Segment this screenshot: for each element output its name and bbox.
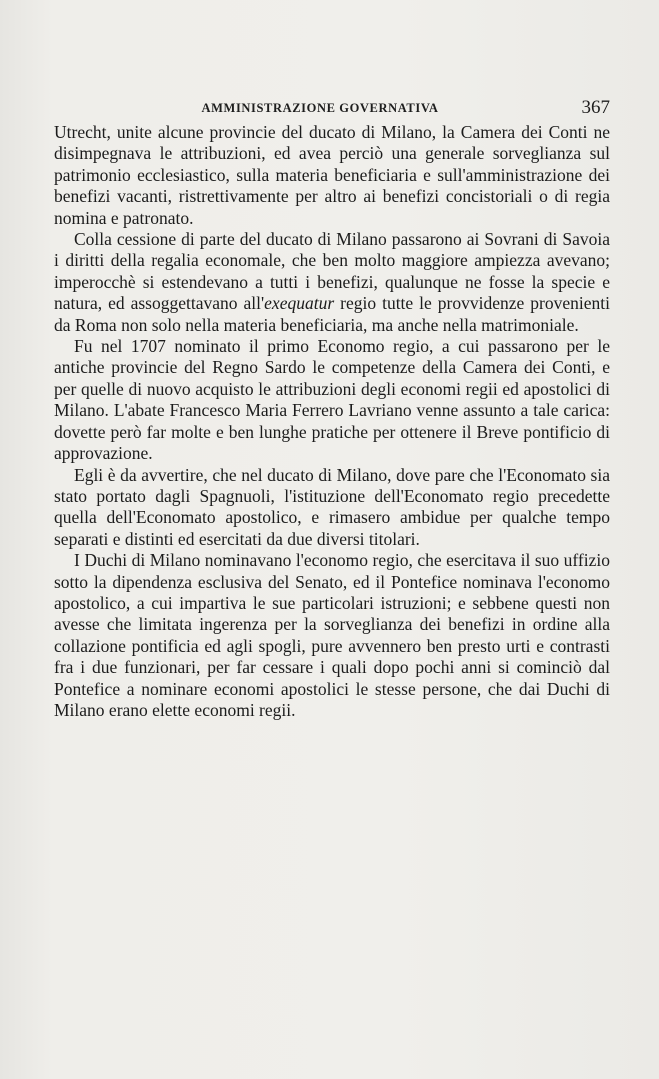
paragraph-4: Egli è da avvertire, che nel ducato di Milano, dove pare che l'Economato sia stato portato dagli Spagnuoli, l'istituzione dell'Economato regio precedette quella dell'Economato apostolico, e rimasero ambidue per qualche tempo separati e distinti ed esercitati da due diversi titolari. [54, 464, 610, 549]
paragraph-2-italic-term: exequatur [264, 293, 335, 314]
body-text [54, 122, 610, 721]
page-number: 367 [581, 97, 610, 118]
paragraph-5: I Duchi di Milano nominavano l'economo regio, che esercitava il suo uffizio sotto la dipendenza esclusiva del Senato, ed il Pontefice nominava l'economo apostolico, a cui impartiva le sue particolari istruzioni; e sebbene questi non avesse che limitata ingerenza per la sorveglianza dei benefizi in ordine alla collazione pontificia ed agli spogli, pure avvennero ben presto urti e contrasti fra i due funzionari, per far cessare i quali dopo pochi anni si cominciò dal Pontefice a nominare economi apostolici le stesse persone, che dai Duchi di Milano erano elette economi regii. [54, 550, 610, 720]
running-title: AMMINISTRAZIONE GOVERNATIVA [201, 101, 439, 115]
paragraph-1: Utrecht, unite alcune provincie del ducato di Milano, la Camera dei Conti ne disimpegnava le attribuzioni, ed avea perciò una generale sorveglianza sul patrimonio ecclesiastico, sulla materia beneficiaria e sull'amministrazione dei benefizi vacanti, ristrettivamente per altro ai benefizi concistoriali o di regia nomina e patronato. [54, 122, 610, 228]
paragraph-2-text-before: Colla cessione di parte del ducato di Milano passarono ai Sovrani di Savoia i diritti della regalia economale, che ben molto maggiore ampiezza avevano; imperocchè si estendevano a tutti i benefizi, qualunque ne fosse la specie e natura, ed assoggettavano all' [54, 229, 610, 314]
paragraph-2 [54, 229, 610, 336]
page-header [54, 97, 610, 121]
paragraph-3: Fu nel 1707 nominato il primo Economo regio, a cui passarono per le antiche provincie del Regno Sardo le competenze della Camera dei Conti, e per quelle di nuovo acquisto le attribuzioni degli economi regii ed apostolici di Milano. L'abate Francesco Maria Ferrero Lavriano venne assunto a tale carica: dovette però far molte e ben lunghe pratiche per ottenere il Breve pontificio di approvazione. [54, 336, 610, 464]
paragraph-2-text-after: regio tutte le provvidenze provenienti da Roma non solo nella materia beneficiaria, ma anche nella matrimoniale. [54, 293, 610, 335]
